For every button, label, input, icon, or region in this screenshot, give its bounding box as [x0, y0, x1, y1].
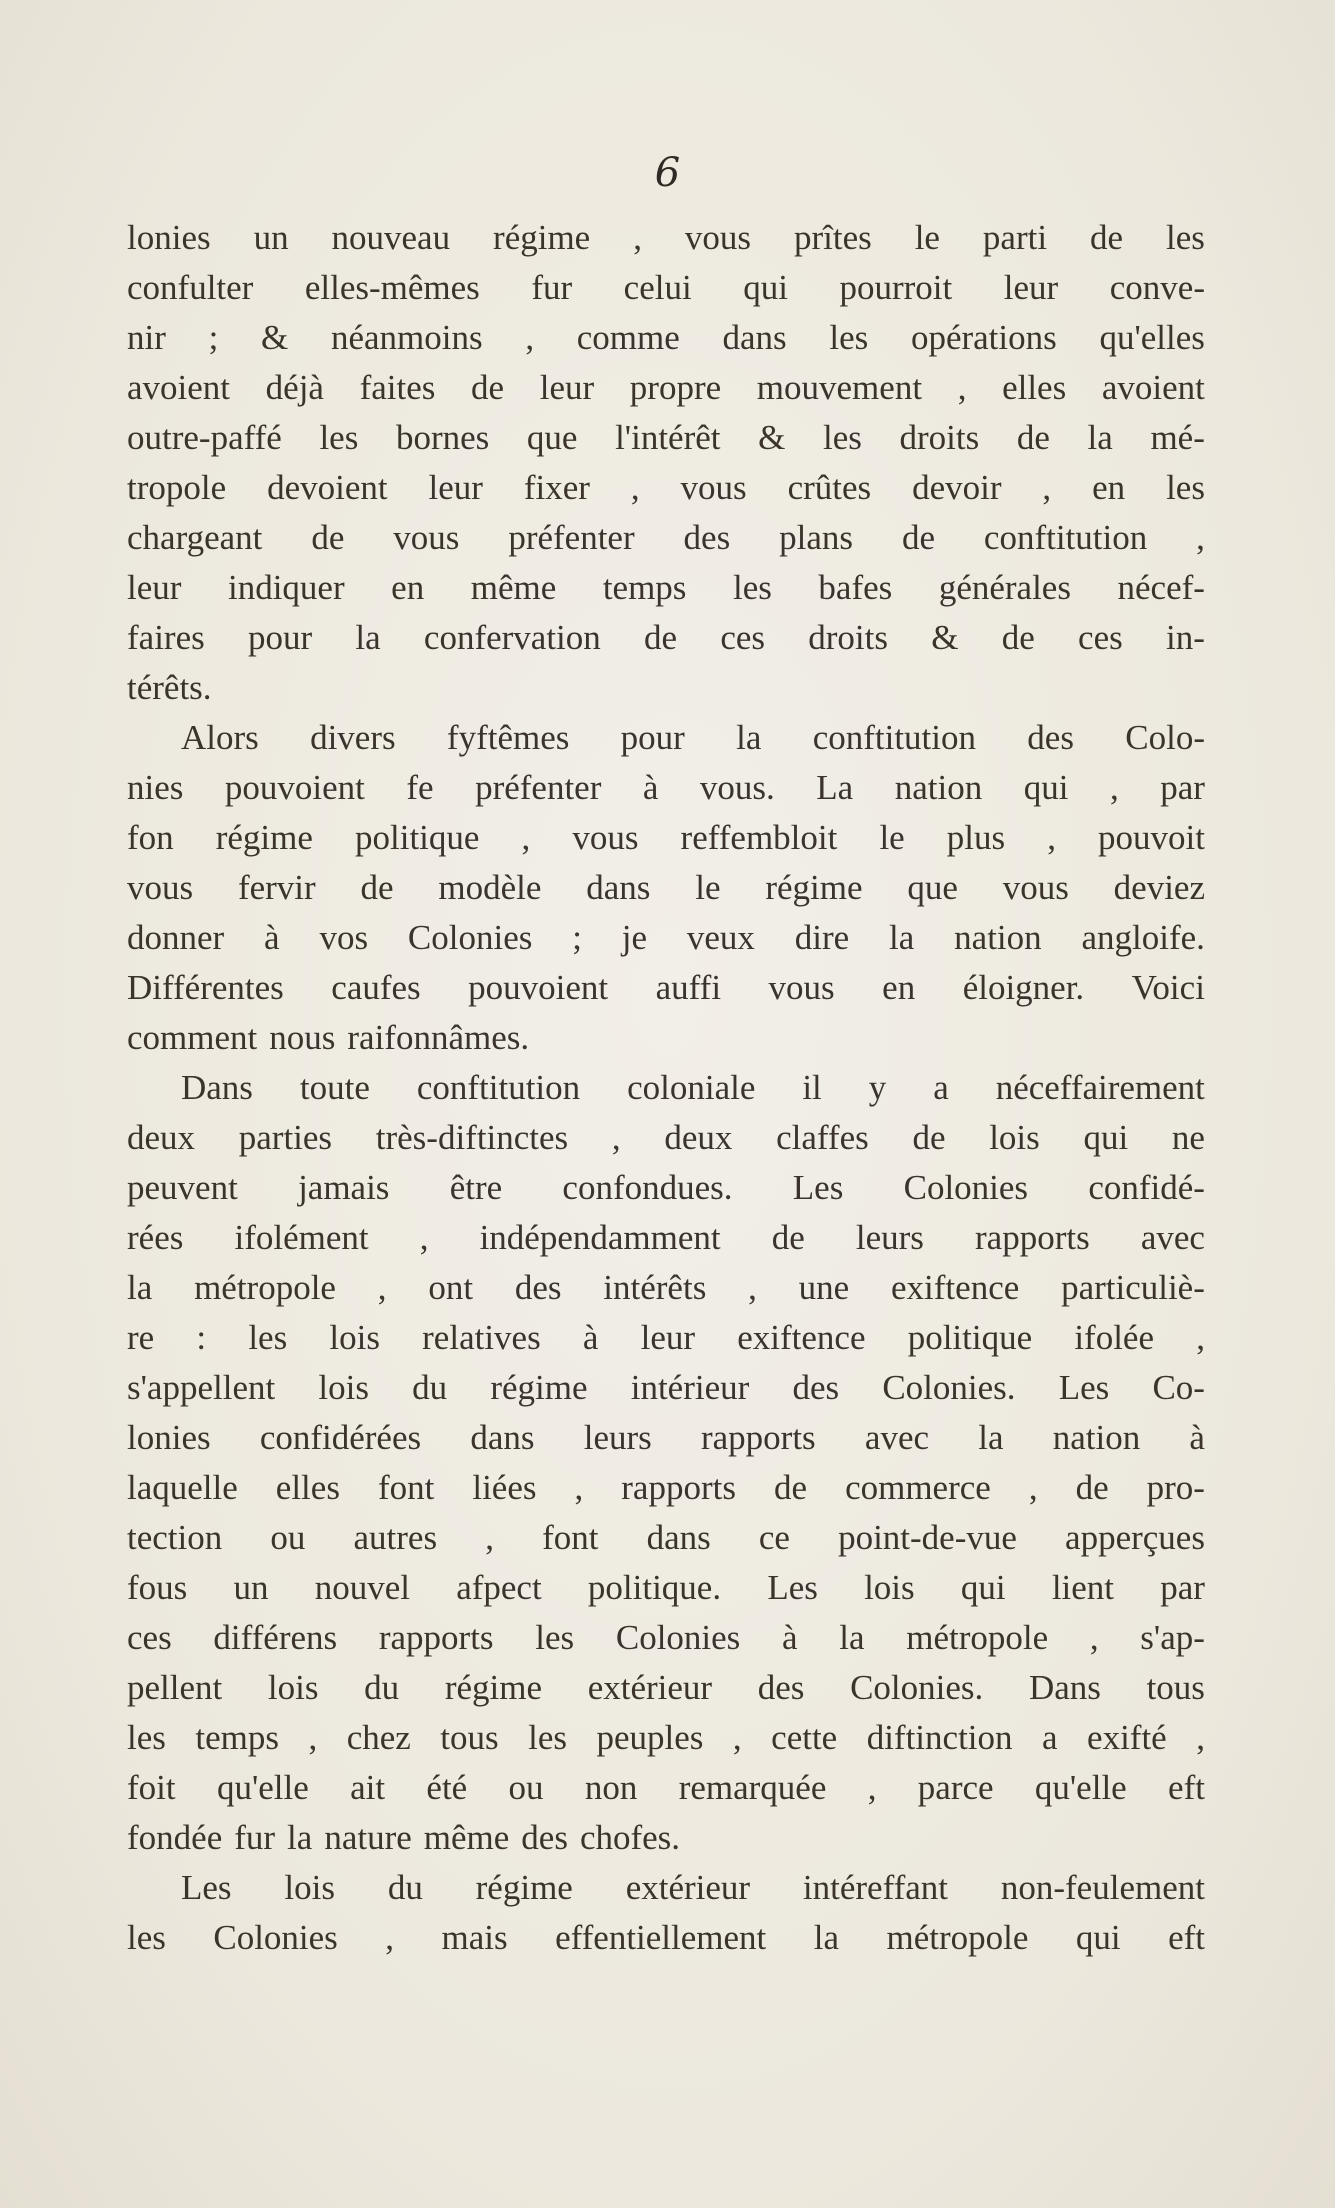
text-line: outre-paffé les bornes que l'intérêt & les droits de la mé- [127, 418, 1205, 457]
text-line: les temps , chez tous les peuples , cette diftinction a exifté , [127, 1718, 1205, 1757]
text-line: peuvent jamais être confondues. Les Colonies confidé- [127, 1168, 1205, 1207]
text-line: donner à vos Colonies ; je veux dire la nation angloife. [127, 918, 1205, 957]
text-line: tection ou autres , font dans ce point-de-vue apperçues [127, 1518, 1205, 1557]
text-line: chargeant de vous préfenter des plans de conftitution , [127, 518, 1205, 557]
text-line: fon régime politique , vous reffembloit le plus , pouvoit [127, 818, 1205, 857]
text-line: nir ; & néanmoins , comme dans les opérations qu'elles [127, 318, 1205, 357]
text-line: tropole devoient leur fixer , vous crûtes devoir , en les [127, 468, 1205, 507]
page-number: 6 [654, 150, 681, 196]
text-line: fous un nouvel afpect politique. Les lois qui lient par [127, 1568, 1205, 1607]
text-line: re : les lois relatives à leur exiftence politique ifolée , [127, 1318, 1205, 1357]
text-line: comment nous raifonnâmes. [127, 1018, 530, 1057]
text-line: les Colonies , mais effentiellement la métropole qui eft [127, 1918, 1205, 1957]
text-line: fondée fur la nature même des chofes. [127, 1818, 681, 1857]
text-line: lonies confidérées dans leurs rapports avec la nation à [127, 1418, 1205, 1457]
text-line: térêts. [127, 668, 212, 707]
text-line: laquelle elles font liées , rapports de commerce , de pro- [127, 1468, 1205, 1507]
text-line: Les lois du régime extérieur intéreffant non-feulement [181, 1868, 1205, 1907]
text-line: deux parties très-diftinctes , deux claffes de lois qui ne [127, 1118, 1205, 1157]
text-line: rées ifolément , indépendamment de leurs rapports avec [127, 1218, 1205, 1257]
text-line: Dans toute conftitution coloniale il y a néceffairement [181, 1068, 1205, 1107]
text-line: vous fervir de modèle dans le régime que vous deviez [127, 868, 1205, 907]
text-line: avoient déjà faites de leur propre mouvement , elles avoient [127, 368, 1205, 407]
text-line: confulter elles-mêmes fur celui qui pourroit leur conve- [127, 268, 1205, 307]
text-line: ces différens rapports les Colonies à la métropole , s'ap- [127, 1618, 1205, 1657]
text-line: leur indiquer en même temps les bafes générales nécef- [127, 568, 1205, 607]
text-line: s'appellent lois du régime intérieur des Colonies. Les Co- [127, 1368, 1205, 1407]
text-line: lonies un nouveau régime , vous prîtes le parti de les [127, 218, 1205, 257]
text-line: faires pour la confervation de ces droits & de ces in- [127, 618, 1205, 657]
body-text [127, 213, 1205, 1963]
text-line: la métropole , ont des intérêts , une exiftence particuliè- [127, 1268, 1205, 1307]
text-line: foit qu'elle ait été ou non remarquée , parce qu'elle eft [127, 1768, 1205, 1807]
text-line: nies pouvoient fe préfenter à vous. La nation qui , par [127, 768, 1205, 807]
text-line: Différentes caufes pouvoient auffi vous en éloigner. Voici [127, 968, 1205, 1007]
text-line: pellent lois du régime extérieur des Colonies. Dans tous [127, 1668, 1205, 1707]
text-line: Alors divers fyftêmes pour la conftitution des Colo- [181, 718, 1205, 757]
